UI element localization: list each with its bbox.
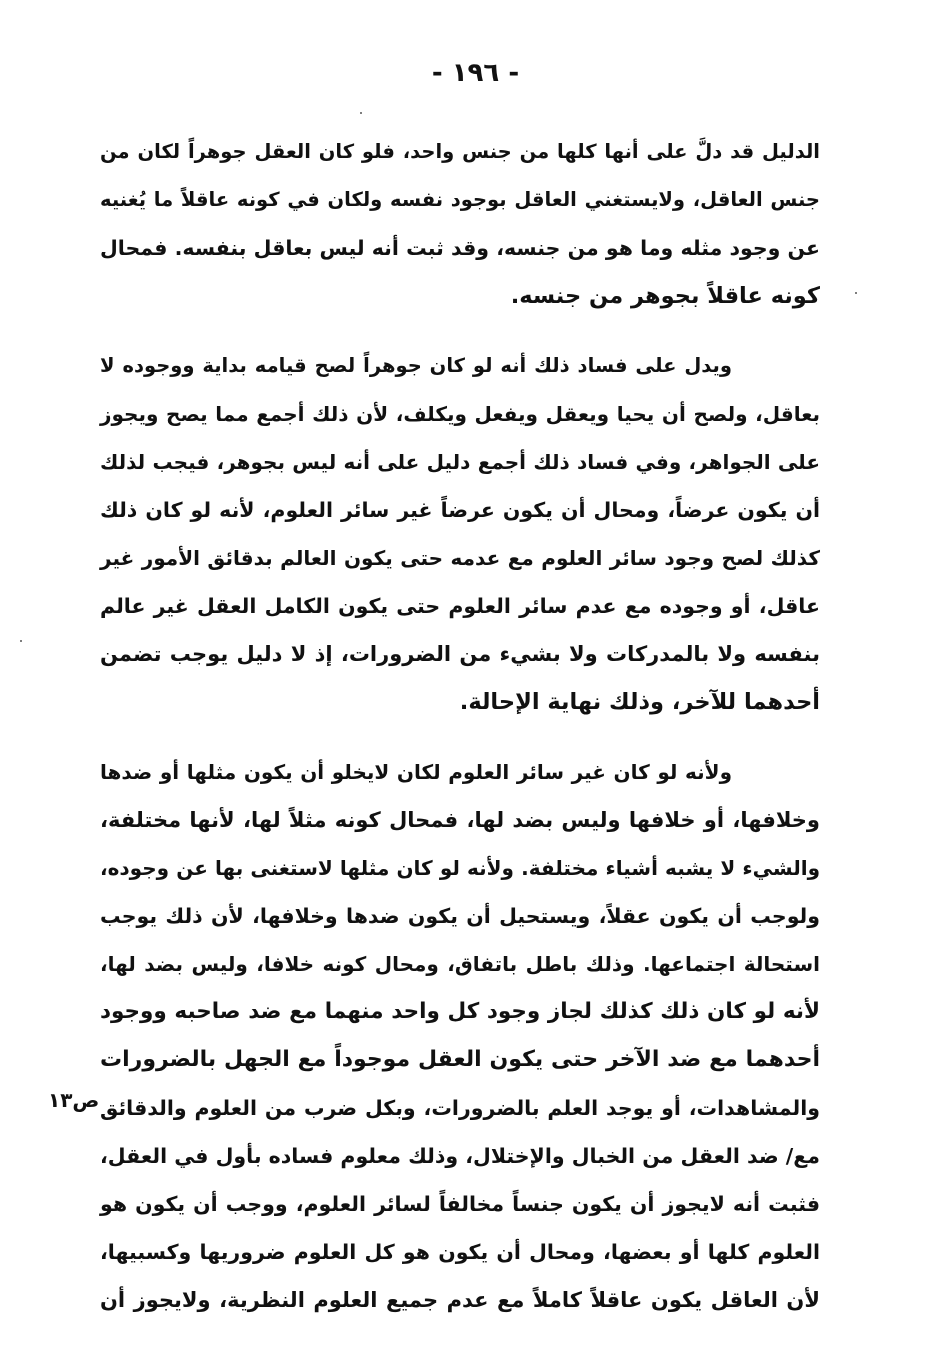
paragraph-2 <box>100 342 820 726</box>
page-number: - ١٩٦ - <box>431 58 520 88</box>
scan-speck <box>855 292 857 294</box>
text-line: مع/ ضد العقل من الخبال والإختلال، وذلك معلوم فساده بأول في العقل، <box>100 1144 820 1168</box>
text-line: على الجواهر، وفي فساد ذلك أجمع دليل على أنه ليس بجوهر، فيجب لذلك <box>100 450 820 474</box>
margin-note: ص١٣ <box>48 1088 100 1112</box>
scan-speck <box>360 112 362 114</box>
text-line: الدليل قد دلَّ على أنها كلها من جنس واحد، فلو كان العقل جوهراً لكان من <box>100 140 820 163</box>
scan-speck <box>20 640 22 642</box>
text-line: كذلك لصح وجود سائر العلوم مع عدمه حتى يكون العالم بدقائق الأمور غير <box>100 546 820 570</box>
text-line: أن يكون عرضاً، ومحال أن يكون عرضاً غير سائر العلوم، لأنه لو كان ذلك <box>100 498 820 522</box>
body-text <box>100 128 820 1324</box>
text-line: كونه عاقلاً بجوهر من جنسه. <box>510 283 820 309</box>
paragraph-3 <box>100 748 820 1324</box>
text-line: ولأنه لو كان غير سائر العلوم لكان لايخلو أن يكون مثلها أو ضدها <box>100 760 732 784</box>
text-line: وخلافها، أو خلافها وليس بضد لها، فمحال كونه مثلاً لها، لأنها مختلفة، <box>100 808 820 832</box>
text-line: لأنه لو كان ذلك كذلك لجاز وجود كل واحد منهما مع ضد صاحبه ووجود <box>100 999 820 1024</box>
paragraph-1 <box>100 128 820 320</box>
text-line: فثبت أنه لايجوز أن يكون جنساً مخالفاً لسائر العلوم، ووجب أن يكون هو <box>100 1192 820 1216</box>
text-line: أحدهما للآخر، وذلك نهاية الإحالة. <box>459 689 820 715</box>
text-line: ولوجب أن يكون عقلاً، ويستحيل أن يكون ضدها وخلافها، لأن ذلك يوجب <box>100 904 820 928</box>
text-line: لأن العاقل يكون عاقلاً كاملاً مع عدم جميع العلوم النظرية، ولايجوز أن <box>100 1288 820 1312</box>
text-line: والمشاهدات، أو يوجد العلم بالضرورات، وبكل ضرب من العلوم والدقائق <box>100 1096 820 1120</box>
text-line: عن وجود مثله وما هو من جنسه، وقد ثبت أنه ليس بعاقل بنفسه. فمحال <box>100 236 820 260</box>
text-line: والشيء لا يشبه أشياء مختلفة. ولأنه لو كان مثلها لاستغنى بها عن وجوده، <box>100 856 820 880</box>
text-line: استحالة اجتماعها. وذلك باطل باتفاق، ومحال كونه خلافا، وليس بضد لها، <box>100 952 820 976</box>
text-line: أحدهما مع ضد الآخر حتى يكون العقل موجوداً مع الجهل بالضرورات <box>100 1047 820 1072</box>
text-line: العلوم كلها أو بعضها، ومحال أن يكون هو كل العلوم ضروريها وكسبيها، <box>100 1240 820 1264</box>
text-line: بنفسه ولا بالمدركات ولا بشيء من الضرورات، إذ لا دليل يوجب تضمن <box>100 642 820 666</box>
text-line: ويدل على فساد ذلك أنه لو كان جوهراً لصح قيامه بداية ووجوده لا <box>100 354 732 377</box>
text-line: بعاقل، ولصح أن يحيا ويعقل ويفعل ويكلف، لأن ذلك أجمع مما يصح ويجوز <box>100 402 820 426</box>
text-line: جنس العاقل، ولايستغني العاقل بوجود نفسه ولكان في كونه عاقلاً ما يُغنيه <box>100 188 820 211</box>
text-line: عاقل، أو وجوده مع عدم سائر العلوم حتى يكون الكامل العقل غير عالم <box>100 594 820 618</box>
